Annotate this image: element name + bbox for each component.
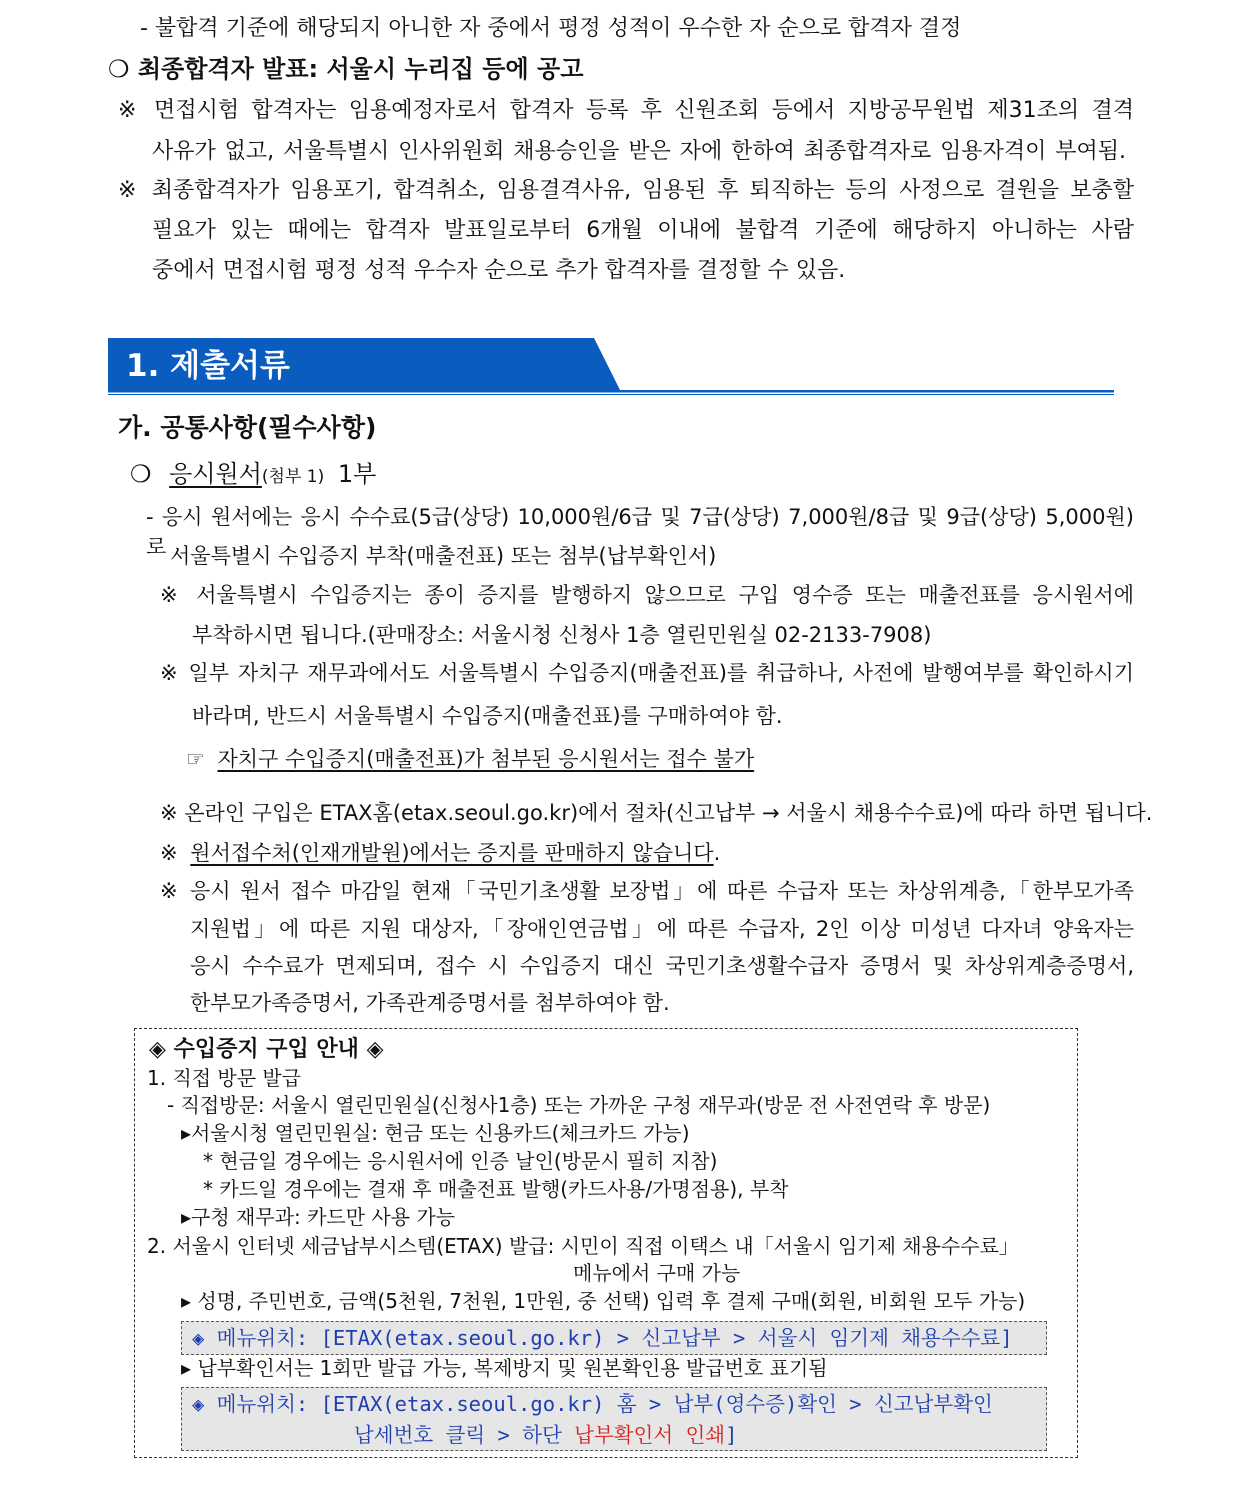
fail-criteria-text: - 불합격 기준에 해당되지 아니한 자 중에서 평정 성적이 우수한 자 순으로 합격자 결정 <box>140 16 962 41</box>
exempt-line1: ※ 응시 원서 접수 마감일 현재「국민기초생활 보장법」에 따른 수급자 또는 차상위계층,「한부모가족 <box>160 879 1134 903</box>
stamp-note1-line2: 부착하시면 됩니다.(판매장소: 서울시청 신청사 1층 열린민원실 02-2133-7908) <box>192 623 932 647</box>
guide-line-7: 2. 서울시 인터넷 세금납부시스템(ETAX) 발급: 시민이 직접 이택스 내「서울시 임기제 채용수수료」 <box>147 1234 1019 1258</box>
menu-2-line2-a: 납세번호 클릭 > 하단 <box>354 1423 575 1447</box>
stamp-warning <box>186 744 754 774</box>
no-sale-end: . <box>713 841 721 865</box>
note2-line2: 필요가 있는 때에는 합격자 발표일로부터 6개월 이내에 불합격 기준에 해당하지 아니하는 사람 <box>152 218 1134 243</box>
online-purchase-note: ※ 온라인 구입은 ETAX홈(etax.seoul.go.kr)에서 절차(신고납부 → 서울시 채용수수료)에 따라 하면 됩니다. <box>160 801 1153 825</box>
item-count: 1부 <box>337 460 377 488</box>
note2-line3: 중에서 면접시험 평정 성적 우수자 순으로 추가 합격자를 결정할 수 있음. <box>152 258 846 283</box>
exempt-line4: 한부모가족증명서, 가족관계증명서를 첨부하여야 함. <box>190 991 670 1015</box>
guide-line-5: * 카드일 경우에는 결재 후 매출전표 발행(카드사용/가명점용), 부착 <box>203 1177 789 1201</box>
guide-line-4: * 현금일 경우에는 응시원서에 인증 날인(방문시 필히 지참) <box>203 1149 718 1173</box>
pointer-icon: ☞ <box>186 747 205 771</box>
fee-line2: 서울특별시 수입증지 부착(매출전표) 또는 첨부(납부확인서) <box>170 544 717 568</box>
section-heading-banner <box>108 338 1114 398</box>
menu-location-box-1 <box>181 1321 1047 1355</box>
stamp-note2-line2: 바라며, 반드시 서울특별시 수입증지(매출전표)를 구매하여야 함. <box>192 704 783 728</box>
item-bullet: ❍ <box>130 460 152 488</box>
no-sale-note <box>160 838 720 868</box>
menu-location-1: ◈ 메뉴위치: [ETAX(etax.seoul.go.kr) > 신고납부 > 서울시 임기제 채용수수료] <box>192 1326 1013 1350</box>
sub-heading: 가. 공통사항(필수사항) <box>118 413 377 442</box>
final-announce-text: ❍ 최종합격자 발표: 서울시 누리집 등에 공고 <box>108 55 584 83</box>
stamp-note1-line1: ※ 서울특별시 수입증지는 종이 증지를 발행하지 않으므로 구입 영수증 또는 매출전표를 응시원서에 <box>160 583 1134 607</box>
guide-line-1: 1. 직접 방문 발급 <box>147 1066 302 1090</box>
exempt-line2: 지원법」에 따른 지원 대상자,「장애인연금법」에 따른 수급자, 2인 이상 미성년 다자녀 양육자는 <box>190 917 1134 941</box>
fee-line1: - 응시 원서에는 응시 수수료(5급(상당) 10,000원/6급 및 7급(상당) 7,000원/8급 및 9급(상당) 5,000원)로 <box>146 505 1134 559</box>
menu-location-box-2 <box>181 1387 1047 1451</box>
application-item <box>130 458 376 493</box>
stamp-note2-line1: ※ 일부 자치구 재무과에서도 서울특별시 수입증지(매출전표)를 취급하나, 사전에 발행여부를 확인하시기 <box>160 661 1134 685</box>
note1-line2: 사유가 없고, 서울특별시 인사위원회 채용승인을 받은 자에 한하여 최종합격자로 임용자격이 부여됨. <box>152 139 1126 164</box>
stamp-purchase-guide-box <box>134 1028 1078 1458</box>
guide-title: ◈ 수입증지 구입 안내 ◈ <box>149 1037 384 1062</box>
item-attach: (첨부 1) <box>261 467 325 487</box>
no-sale-text: 원서접수처(인재개발원)에서는 증지를 판매하지 않습니다 <box>190 841 714 865</box>
section-heading: 1. 제출서류 <box>126 348 290 384</box>
note2-line1: ※ 최종합격자가 임용포기, 합격취소, 임용결격사유, 임용된 후 퇴직하는 등의 사정으로 결원을 보충할 <box>118 178 1134 203</box>
note1-line1: ※ 면접시험 합격자는 임용예정자로서 합격자 등록 후 신원조회 등에서 지방공무원법 제31조의 결격 <box>118 98 1134 123</box>
menu-location-2-line1: ◈ 메뉴위치: [ETAX(etax.seoul.go.kr) 홈 > 납부(영수증)확인 > 신고납부확인 <box>192 1392 993 1416</box>
exempt-line3: 응시 수수료가 면제되며, 접수 시 수입증지 대신 국민기초생활수급자 증명서 및 차상위계층증명서, <box>190 954 1134 978</box>
guide-line-9: ▸ 성명, 주민번호, 금액(5천원, 7천원, 1만원, 중 선택) 입력 후 결제 구매(회원, 비회원 모두 가능) <box>181 1289 1026 1313</box>
menu-2-line2-b: ] <box>725 1423 738 1447</box>
item-title: 응시원서 <box>169 460 262 488</box>
no-sale-mark: ※ <box>160 841 178 865</box>
guide-line-2: - 직접방문: 서울시 열린민원실(신청사1층) 또는 가까운 구청 재무과(방문 전 사전연락 후 방문) <box>167 1093 991 1117</box>
guide-line-8: 메뉴에서 구매 가능 <box>573 1261 741 1285</box>
guide-line-3: ▸서울시청 열린민원실: 현금 또는 신용카드(체크카드 가능) <box>181 1121 690 1145</box>
guide-line-6: ▸구청 재무과: 카드만 사용 가능 <box>181 1205 456 1229</box>
menu-location-2-line2 <box>354 1420 737 1450</box>
guide-line-10: ▸ 납부확인서는 1회만 발급 가능, 복제방지 및 원본확인용 발급번호 표기됨 <box>181 1356 828 1380</box>
warning-text: 자치구 수입증지(매출전표)가 첨부된 응시원서는 접수 불가 <box>217 747 755 771</box>
print-confirmation-text: 납부확인서 인쇄 <box>574 1423 726 1447</box>
